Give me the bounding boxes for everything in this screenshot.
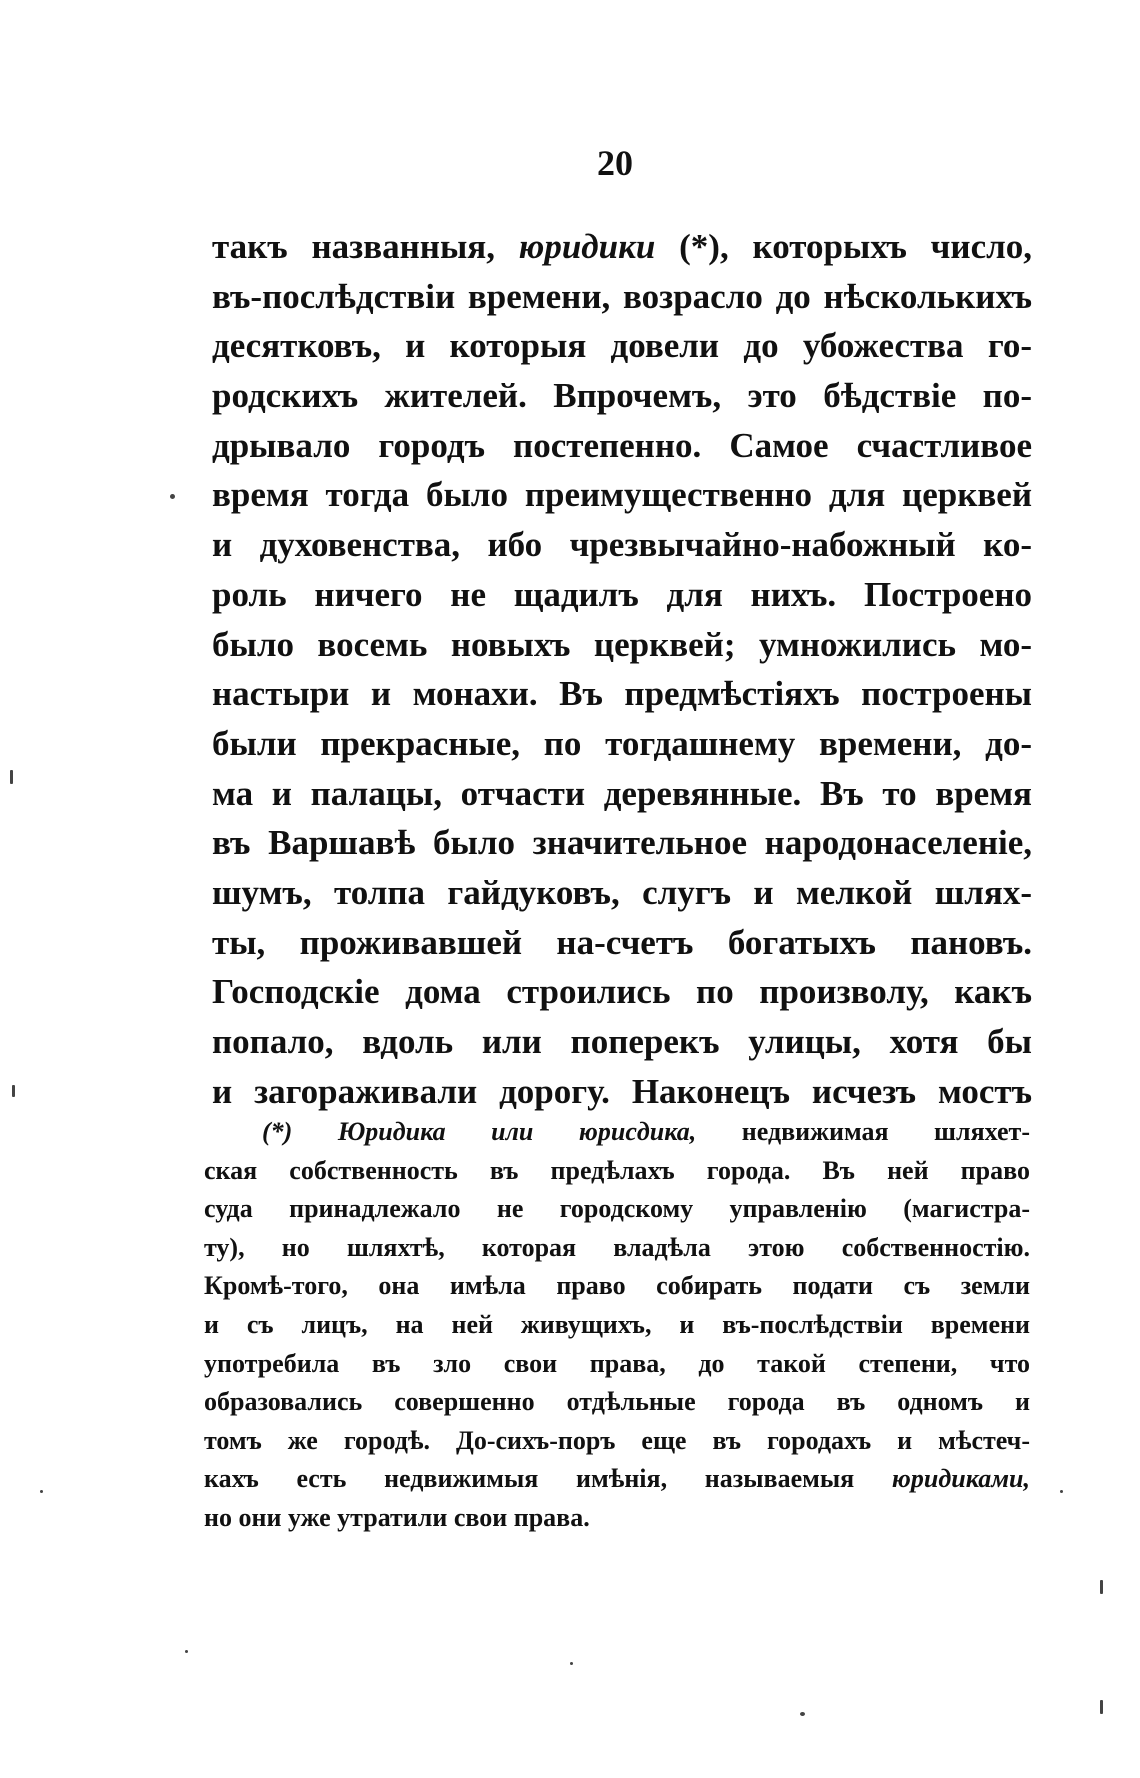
speck <box>12 1085 15 1097</box>
text-run: дрывало городъ постепенно. Самое счастливое <box>212 425 1032 465</box>
speck <box>1100 1700 1103 1714</box>
page-number: 20 <box>597 143 633 183</box>
text-run: и загораживали дорогу. Наконецъ исчезъ мостъ <box>212 1071 1032 1111</box>
speck <box>10 770 13 784</box>
footnote-line <box>204 1499 1030 1538</box>
text-line <box>212 868 1032 918</box>
text-line <box>212 967 1032 1017</box>
text-run: и духовенства, ибо чрезвычайно-набожный ко- <box>212 525 1032 565</box>
text-run: шумъ, толпа гайдуковъ, слугъ и мелкой шлях- <box>212 872 1032 912</box>
text-run: роль ничего не щадилъ для нихъ. Построено <box>212 574 1032 614</box>
footnote-line <box>204 1345 1030 1384</box>
speck <box>185 1650 188 1653</box>
speck <box>1100 1580 1103 1594</box>
text-run: ская собственность въ предѣлахъ города. Въ ней право <box>204 1155 1030 1185</box>
text-run: томъ же городѣ. До-сихъ-поръ еще въ городахъ и мѣстеч- <box>204 1425 1030 1455</box>
text-run: было восемь новыхъ церквей; умножились мо- <box>212 624 1032 664</box>
footnote-line <box>204 1267 1030 1306</box>
text-run: и съ лицъ, на ней живущихъ, и въ-послѣдствіи времени <box>204 1309 1030 1339</box>
footnote-line <box>204 1306 1030 1345</box>
speck <box>1060 1490 1063 1493</box>
text-run: Господскіе дома строились по произволу, какъ <box>212 972 1032 1012</box>
main-text <box>212 222 1032 1116</box>
footnote <box>204 1113 1030 1538</box>
text-line <box>212 421 1032 471</box>
footnote-line <box>204 1383 1030 1422</box>
text-run: въ Варшавѣ было значительное народонаселеніе, <box>212 823 1032 863</box>
text-run: употребила въ зло свои права, до такой степени, что <box>204 1348 1030 1378</box>
text-line <box>212 719 1032 769</box>
text-line <box>212 371 1032 421</box>
text-run: были прекрасные, по тогдашнему времени, до- <box>212 723 1032 763</box>
text-run: такъ названныя, <box>212 227 519 266</box>
text-line <box>212 769 1032 819</box>
text-line <box>212 272 1032 322</box>
text-run: образовались совершенно отдѣльные города въ одномъ и <box>204 1387 1030 1417</box>
speck <box>40 1490 43 1493</box>
speck <box>170 494 175 499</box>
footnote-line <box>204 1422 1030 1461</box>
text-run: ма и палацы, отчасти деревянные. Въ то время <box>212 773 1032 813</box>
footnote-line <box>204 1152 1030 1191</box>
text-line <box>212 470 1032 520</box>
text-run: родскихъ жителей. Впрочемъ, это бѣдствіе по- <box>212 376 1032 416</box>
text-line <box>212 321 1032 371</box>
italic-run: (*) Юридика или юрисдика, <box>262 1117 697 1146</box>
text-run: кахъ есть недвижимыя имѣнія, называемыя <box>204 1464 892 1494</box>
text-run: ты, проживавшей на-счетъ богатыхъ пановъ. <box>212 922 1032 962</box>
text-run: но они уже утратили свои права. <box>204 1502 590 1532</box>
text-line <box>212 620 1032 670</box>
text-run: въ-послѣдствіи времени, возрасло до нѣсколькихъ <box>212 276 1032 316</box>
footnote-line <box>204 1190 1030 1229</box>
text-run: попало, вдоль или поперекъ улицы, хотя бы <box>212 1022 1032 1061</box>
speck <box>800 1712 805 1716</box>
speck <box>570 1662 573 1665</box>
italic-run: юридиками, <box>891 1464 1030 1494</box>
text-line <box>212 818 1032 868</box>
text-line <box>212 222 1032 272</box>
text-line <box>212 570 1032 620</box>
text-run: десятковъ, и которыя довели до убожества го- <box>212 326 1032 366</box>
text-line <box>212 669 1032 719</box>
text-run: время тогда было преимущественно для церквей <box>212 475 1032 515</box>
text-line <box>212 1017 1032 1067</box>
text-line <box>212 1067 1032 1117</box>
text-line <box>212 520 1032 570</box>
text-run: Кромѣ-того, она имѣла право собирать подати съ земли <box>204 1271 1030 1301</box>
text-run: настыри и монахи. Въ предмѣстіяхъ построены <box>212 674 1032 714</box>
text-run: ту), но шляхтѣ, которая владѣла этою собственностію. <box>204 1232 1030 1262</box>
text-run: суда принадлежало не городскому управленію (магистра- <box>204 1194 1030 1224</box>
text-run: недвижимая шляхет- <box>696 1117 1030 1146</box>
footnote-line <box>204 1229 1030 1268</box>
text-run: (*), которыхъ число, <box>655 227 1032 266</box>
footnote-line <box>204 1460 1030 1499</box>
italic-run: юридики <box>518 227 656 266</box>
footnote-line <box>204 1113 1030 1152</box>
text-line <box>212 918 1032 968</box>
